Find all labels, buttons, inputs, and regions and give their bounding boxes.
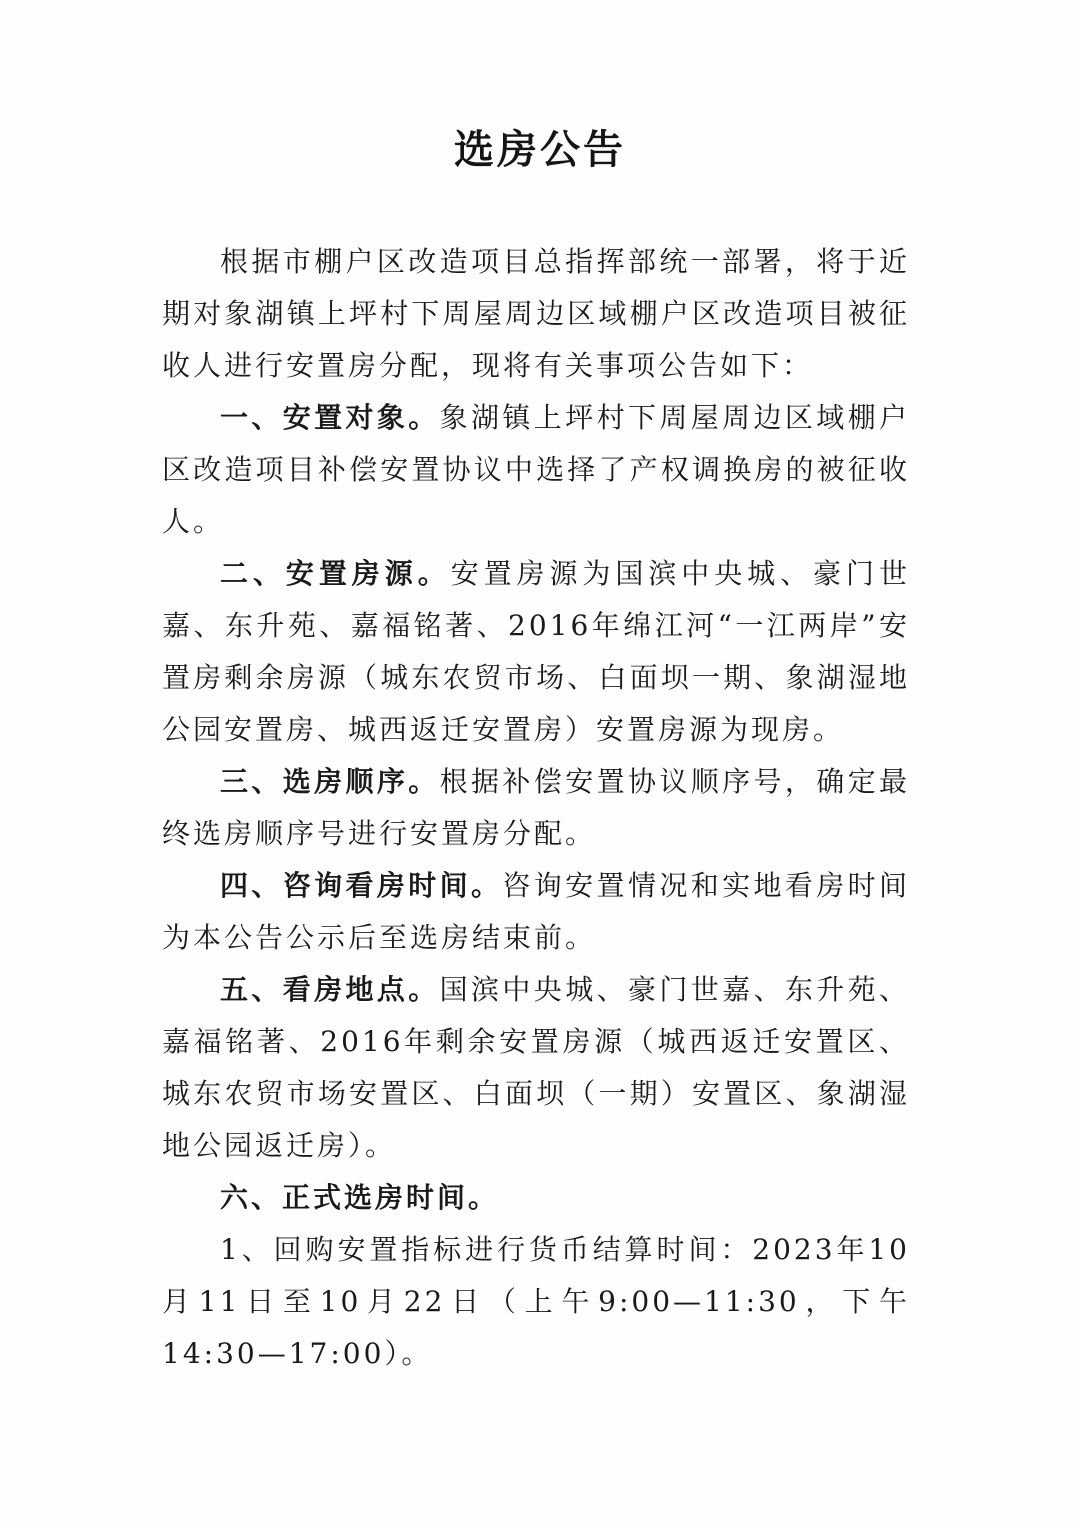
- section-heading: 一、安置对象。: [220, 401, 440, 434]
- section-heading: 四、咨询看房时间。: [220, 869, 503, 902]
- section-paragraph: [162, 392, 910, 548]
- document-title: 选房公告: [454, 127, 626, 173]
- section-body: 象湖镇上坪村下周屋周边区域棚户区改造项目补偿安置协议中选择了产权调换房的被征收人。: [162, 401, 910, 538]
- section-paragraph: [162, 756, 910, 860]
- section-body: 咨询安置情况和实地看房时间为本公告公示后至选房结束前。: [162, 869, 910, 954]
- section-heading: 三、选房顺序。: [220, 765, 440, 798]
- section-body: 根据补偿安置协议顺序号，确定最终选房顺序号进行安置房分配。: [162, 765, 910, 850]
- section-paragraph: [162, 964, 910, 1172]
- section-heading: 六、正式选房时间。: [220, 1181, 500, 1214]
- section-paragraph: [162, 548, 910, 756]
- section-body: 安置房源为国滨中央城、豪门世嘉、东升苑、嘉福铭著、2016年绵江河“一江两岸”安置房剩余房源（城东农贸市场、白面坝一期、象湖湿地公园安置房、城西返迁安置房）安置房源为现房。: [162, 557, 910, 746]
- section-heading: 二、安置房源。: [220, 557, 451, 590]
- document-body: [162, 236, 910, 1380]
- section-heading: 五、看房地点。: [220, 973, 440, 1006]
- section-paragraph: [162, 1172, 910, 1224]
- section-paragraph: [162, 860, 910, 964]
- intro-paragraph: 根据市棚户区改造项目总指挥部统一部署，将于近期对象湖镇上坪村下周屋周边区域棚户区改造项目被征收人进行安置房分配，现将有关事项公告如下：: [162, 245, 910, 382]
- list-item: 1、回购安置指标进行货币结算时间：2023年10月11日至10月22日（上午9:00—11:30，下午14:30—17:00）。: [162, 1233, 910, 1370]
- section-body: 国滨中央城、豪门世嘉、东升苑、嘉福铭著、2016年剩余安置房源（城西返迁安置区、城东农贸市场安置区、白面坝（一期）安置区、象湖湿地公园返迁房）。: [162, 973, 910, 1162]
